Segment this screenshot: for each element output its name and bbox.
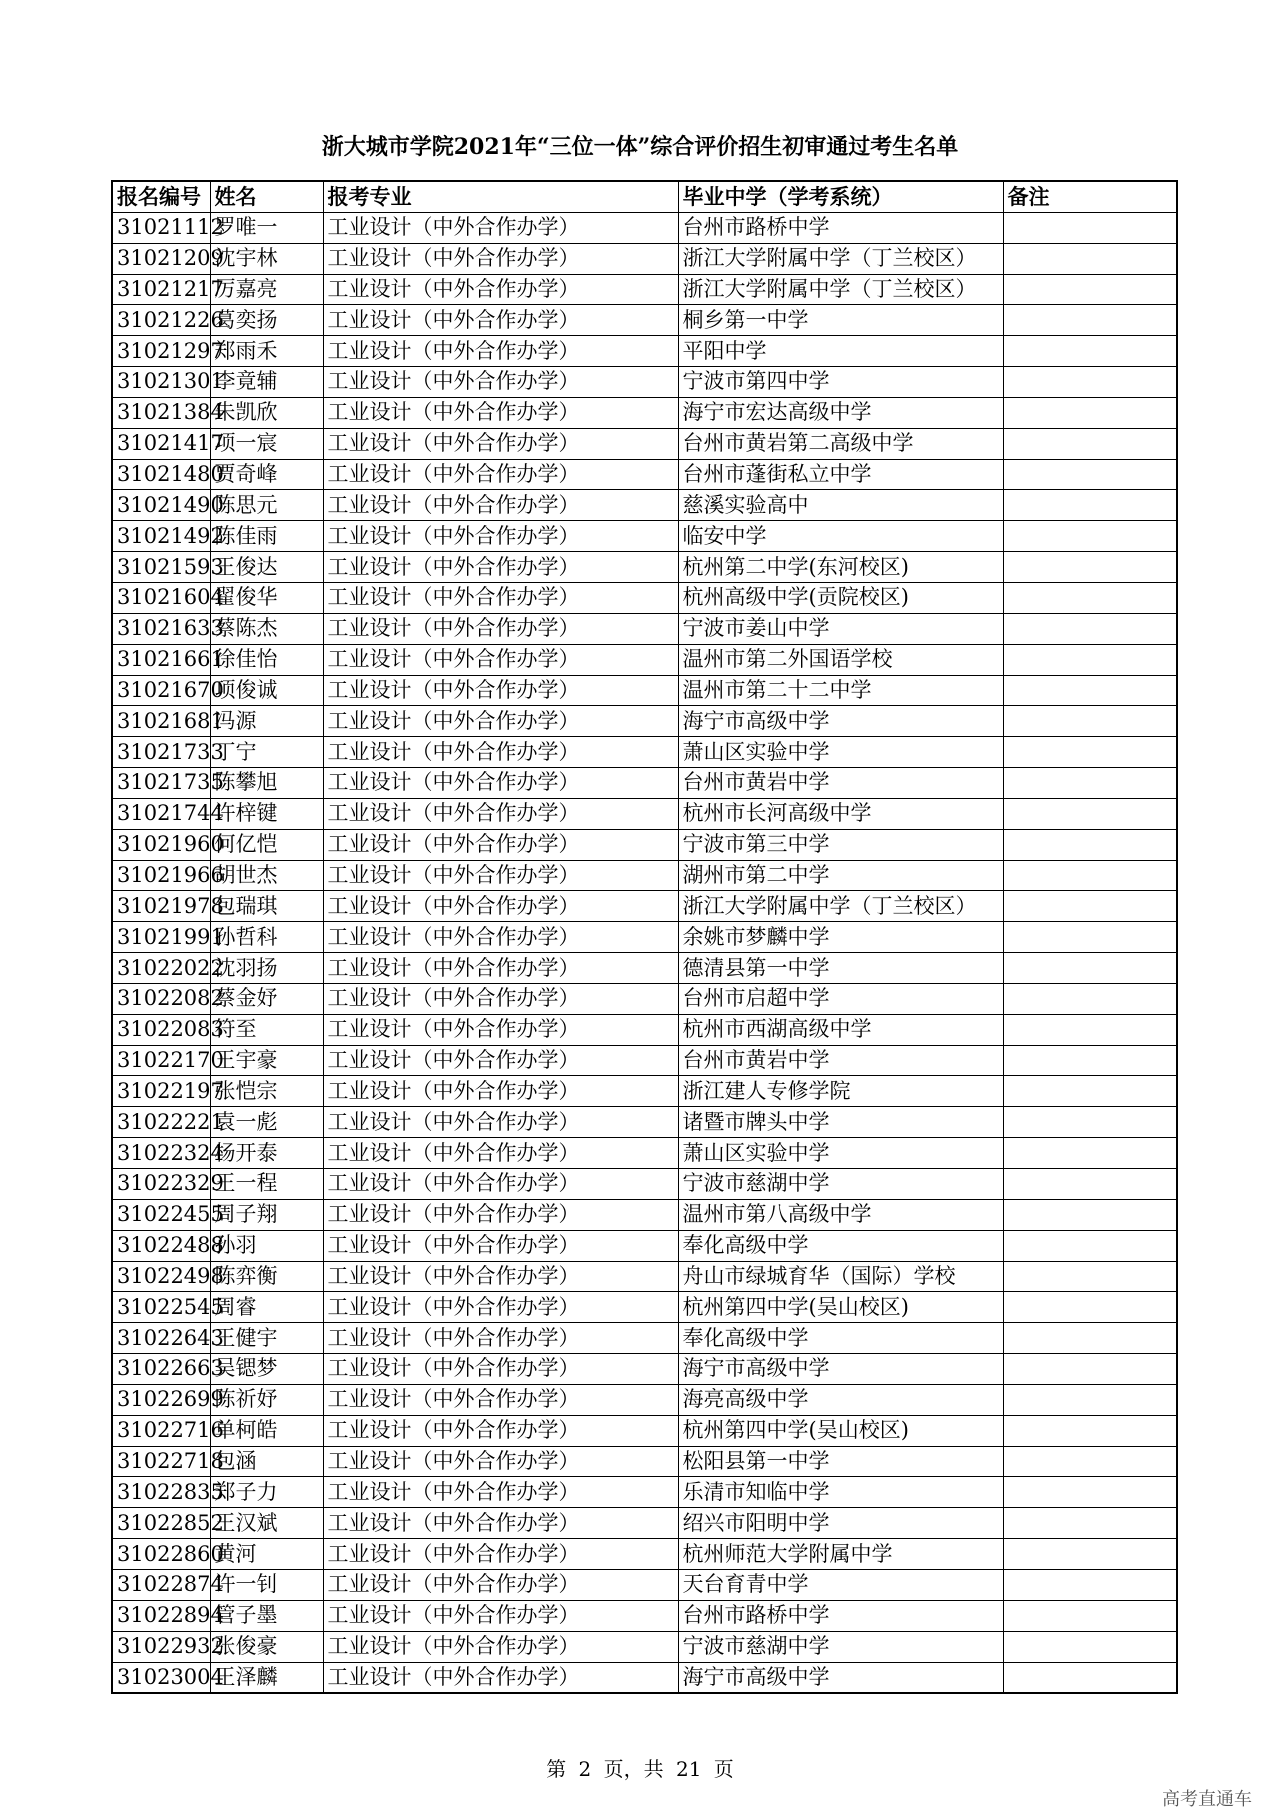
cell-remarks (1003, 768, 1177, 799)
cell-major: 工业设计（中外合作办学） (323, 922, 678, 953)
cell-name: 包瑞琪 (210, 891, 323, 922)
header-registration-id: 报名编号 (112, 181, 210, 212)
cell-major: 工业设计（中外合作办学） (323, 1169, 678, 1200)
cell-registration-id: 31022170 (112, 1045, 210, 1076)
cell-major: 工业设计（中外合作办学） (323, 459, 678, 490)
cell-registration-id: 31022860 (112, 1539, 210, 1570)
table-row (112, 582, 1177, 613)
cell-registration-id: 31022874 (112, 1569, 210, 1600)
cell-high-school: 奉化高级中学 (678, 1323, 1003, 1354)
table-row (112, 983, 1177, 1014)
cell-high-school: 湖州市第二中学 (678, 860, 1003, 891)
cell-name: 孙羽 (210, 1230, 323, 1261)
table-row (112, 274, 1177, 305)
cell-high-school: 杭州第四中学(吴山校区) (678, 1292, 1003, 1323)
cell-name: 单柯皓 (210, 1415, 323, 1446)
cell-name: 管子墨 (210, 1600, 323, 1631)
cell-high-school: 海宁市高级中学 (678, 1354, 1003, 1385)
cell-registration-id: 31021480 (112, 459, 210, 490)
cell-high-school: 天台育青中学 (678, 1569, 1003, 1600)
cell-registration-id: 31022699 (112, 1384, 210, 1415)
table-row (112, 428, 1177, 459)
cell-remarks (1003, 613, 1177, 644)
table-row (112, 1045, 1177, 1076)
cell-high-school: 温州市第八高级中学 (678, 1199, 1003, 1230)
cell-remarks (1003, 798, 1177, 829)
cell-registration-id: 31022835 (112, 1477, 210, 1508)
cell-high-school: 台州市启超中学 (678, 983, 1003, 1014)
cell-name: 葛奕扬 (210, 305, 323, 336)
cell-name: 何亿恺 (210, 829, 323, 860)
table-row (112, 1107, 1177, 1138)
cell-name: 徐佳怡 (210, 644, 323, 675)
cell-high-school: 海宁市高级中学 (678, 706, 1003, 737)
cell-high-school: 台州市路桥中学 (678, 1600, 1003, 1631)
cell-remarks (1003, 1600, 1177, 1631)
header-major: 报考专业 (323, 181, 678, 212)
cell-remarks (1003, 1539, 1177, 1570)
cell-remarks (1003, 1045, 1177, 1076)
cell-registration-id: 31022498 (112, 1261, 210, 1292)
cell-remarks (1003, 1662, 1177, 1693)
cell-name: 厉嘉亮 (210, 274, 323, 305)
cell-major: 工业设计（中外合作办学） (323, 706, 678, 737)
cell-registration-id: 31021297 (112, 336, 210, 367)
cell-name: 沈羽扬 (210, 953, 323, 984)
cell-remarks (1003, 1477, 1177, 1508)
cell-remarks (1003, 1508, 1177, 1539)
table-row (112, 1600, 1177, 1631)
table-row (112, 1261, 1177, 1292)
cell-remarks (1003, 459, 1177, 490)
cell-high-school: 台州市蓬街私立中学 (678, 459, 1003, 490)
cell-major: 工业设计（中外合作办学） (323, 428, 678, 459)
cell-high-school: 诸暨市牌头中学 (678, 1107, 1003, 1138)
cell-high-school: 余姚市梦麟中学 (678, 922, 1003, 953)
cell-remarks (1003, 706, 1177, 737)
cell-major: 工业设计（中外合作办学） (323, 1539, 678, 1570)
cell-remarks (1003, 367, 1177, 398)
cell-high-school: 杭州市西湖高级中学 (678, 1014, 1003, 1045)
table-row (112, 860, 1177, 891)
cell-remarks (1003, 1014, 1177, 1045)
table-header-row (112, 181, 1177, 212)
cell-remarks (1003, 1446, 1177, 1477)
cell-remarks (1003, 1107, 1177, 1138)
cell-major: 工业设计（中外合作办学） (323, 1631, 678, 1662)
document-title: 浙大城市学院2021年“三位一体”综合评价招生初审通过考生名单 (321, 134, 959, 160)
cell-name: 郑子力 (210, 1477, 323, 1508)
table-row (112, 1384, 1177, 1415)
cell-name: 陈祈妤 (210, 1384, 323, 1415)
table-row (112, 521, 1177, 552)
cell-remarks (1003, 1415, 1177, 1446)
cell-registration-id: 31022718 (112, 1446, 210, 1477)
cell-high-school: 浙江大学附属中学（丁兰校区） (678, 891, 1003, 922)
cell-registration-id: 31023004 (112, 1662, 210, 1693)
cell-high-school: 乐清市知临中学 (678, 1477, 1003, 1508)
cell-registration-id: 31021301 (112, 367, 210, 398)
cell-name: 许一钊 (210, 1569, 323, 1600)
header-remarks: 备注 (1003, 181, 1177, 212)
cell-high-school: 杭州师范大学附属中学 (678, 1539, 1003, 1570)
cell-registration-id: 31021661 (112, 644, 210, 675)
cell-name: 项俊诚 (210, 675, 323, 706)
table-row (112, 922, 1177, 953)
cell-name: 丁宁 (210, 737, 323, 768)
table-row (112, 1354, 1177, 1385)
header-high-school: 毕业中学（学考系统） (678, 181, 1003, 212)
cell-major: 工业设计（中外合作办学） (323, 798, 678, 829)
cell-high-school: 松阳县第一中学 (678, 1446, 1003, 1477)
cell-high-school: 海宁市宏达高级中学 (678, 397, 1003, 428)
cell-major: 工业设计（中外合作办学） (323, 1230, 678, 1261)
cell-high-school: 浙江大学附属中学（丁兰校区） (678, 243, 1003, 274)
cell-major: 工业设计（中外合作办学） (323, 675, 678, 706)
cell-major: 工业设计（中外合作办学） (323, 953, 678, 984)
cell-registration-id: 31022545 (112, 1292, 210, 1323)
cell-name: 沈宇林 (210, 243, 323, 274)
table-row (112, 798, 1177, 829)
table-row (112, 490, 1177, 521)
cell-registration-id: 31022932 (112, 1631, 210, 1662)
cell-name: 孙哲科 (210, 922, 323, 953)
cell-name: 吴锶梦 (210, 1354, 323, 1385)
cell-registration-id: 31022716 (112, 1415, 210, 1446)
cell-major: 工业设计（中外合作办学） (323, 1569, 678, 1600)
cell-high-school: 杭州市长河高级中学 (678, 798, 1003, 829)
page-footer: 第 2 页，共 21 页 (546, 1757, 734, 1781)
cell-registration-id: 31022455 (112, 1199, 210, 1230)
table-row (112, 1323, 1177, 1354)
cell-remarks (1003, 521, 1177, 552)
cell-registration-id: 31021966 (112, 860, 210, 891)
table-row (112, 336, 1177, 367)
cell-registration-id: 31021744 (112, 798, 210, 829)
cell-high-school: 杭州高级中学(贡院校区) (678, 582, 1003, 613)
cell-remarks (1003, 1569, 1177, 1600)
cell-high-school: 海宁市高级中学 (678, 1662, 1003, 1693)
cell-high-school: 德清县第一中学 (678, 953, 1003, 984)
table-row (112, 243, 1177, 274)
cell-registration-id: 31021384 (112, 397, 210, 428)
table-row (112, 1169, 1177, 1200)
cell-high-school: 温州市第二十二中学 (678, 675, 1003, 706)
table-row (112, 1014, 1177, 1045)
table-row (112, 1138, 1177, 1169)
cell-name: 王一程 (210, 1169, 323, 1200)
cell-remarks (1003, 1354, 1177, 1385)
table-row (112, 397, 1177, 428)
cell-registration-id: 31021226 (112, 305, 210, 336)
cell-remarks (1003, 274, 1177, 305)
cell-major: 工业设计（中外合作办学） (323, 305, 678, 336)
cell-registration-id: 31022852 (112, 1508, 210, 1539)
cell-name: 袁一彪 (210, 1107, 323, 1138)
cell-major: 工业设计（中外合作办学） (323, 1354, 678, 1385)
cell-registration-id: 31022083 (112, 1014, 210, 1045)
cell-high-school: 温州市第二外国语学校 (678, 644, 1003, 675)
cell-registration-id: 31021217 (112, 274, 210, 305)
cell-remarks (1003, 983, 1177, 1014)
cell-high-school: 宁波市第三中学 (678, 829, 1003, 860)
cell-remarks (1003, 1230, 1177, 1261)
cell-remarks (1003, 336, 1177, 367)
cell-remarks (1003, 737, 1177, 768)
cell-major: 工业设计（中外合作办学） (323, 1600, 678, 1631)
cell-major: 工业设计（中外合作办学） (323, 274, 678, 305)
cell-remarks (1003, 552, 1177, 583)
cell-major: 工业设计（中外合作办学） (323, 490, 678, 521)
cell-registration-id: 31022022 (112, 953, 210, 984)
cell-registration-id: 31022324 (112, 1138, 210, 1169)
watermark: 高考直通车 (1162, 1789, 1252, 1810)
table-row (112, 1415, 1177, 1446)
cell-remarks (1003, 1631, 1177, 1662)
table-row (112, 212, 1177, 243)
cell-remarks (1003, 644, 1177, 675)
cell-remarks (1003, 1384, 1177, 1415)
cell-remarks (1003, 1138, 1177, 1169)
cell-name: 李竟辅 (210, 367, 323, 398)
table-row (112, 1539, 1177, 1570)
table-row (112, 552, 1177, 583)
cell-major: 工业设计（中外合作办学） (323, 397, 678, 428)
cell-remarks (1003, 1261, 1177, 1292)
table-row (112, 829, 1177, 860)
cell-major: 工业设计（中外合作办学） (323, 1045, 678, 1076)
cell-high-school: 平阳中学 (678, 336, 1003, 367)
table-row (112, 1477, 1177, 1508)
cell-remarks (1003, 953, 1177, 984)
cell-remarks (1003, 675, 1177, 706)
cell-high-school: 桐乡第一中学 (678, 305, 1003, 336)
cell-name: 张恺宗 (210, 1076, 323, 1107)
cell-registration-id: 31022221 (112, 1107, 210, 1138)
cell-major: 工业设计（中外合作办学） (323, 1508, 678, 1539)
table-row (112, 675, 1177, 706)
cell-name: 冯源 (210, 706, 323, 737)
cell-registration-id: 31022488 (112, 1230, 210, 1261)
cell-major: 工业设计（中外合作办学） (323, 613, 678, 644)
cell-registration-id: 31021681 (112, 706, 210, 737)
cell-remarks (1003, 829, 1177, 860)
cell-major: 工业设计（中外合作办学） (323, 243, 678, 274)
cell-name: 郑雨禾 (210, 336, 323, 367)
cell-major: 工业设计（中外合作办学） (323, 737, 678, 768)
cell-remarks (1003, 243, 1177, 274)
cell-registration-id: 31022894 (112, 1600, 210, 1631)
cell-remarks (1003, 428, 1177, 459)
cell-major: 工业设计（中外合作办学） (323, 1446, 678, 1477)
cell-high-school: 舟山市绿城育华（国际）学校 (678, 1261, 1003, 1292)
cell-name: 王宇豪 (210, 1045, 323, 1076)
cell-name: 王泽麟 (210, 1662, 323, 1693)
table-row (112, 737, 1177, 768)
cell-registration-id: 31021112 (112, 212, 210, 243)
cell-registration-id: 31021991 (112, 922, 210, 953)
cell-registration-id: 31022329 (112, 1169, 210, 1200)
table-row (112, 706, 1177, 737)
table-body (112, 212, 1177, 1693)
cell-name: 王汉斌 (210, 1508, 323, 1539)
cell-remarks (1003, 582, 1177, 613)
cell-major: 工业设计（中外合作办学） (323, 582, 678, 613)
cell-major: 工业设计（中外合作办学） (323, 1199, 678, 1230)
table-row (112, 891, 1177, 922)
cell-name: 王俊达 (210, 552, 323, 583)
table-row (112, 1569, 1177, 1600)
cell-major: 工业设计（中外合作办学） (323, 983, 678, 1014)
cell-major: 工业设计（中外合作办学） (323, 1292, 678, 1323)
candidate-table (111, 180, 1178, 1694)
cell-high-school: 宁波市第四中学 (678, 367, 1003, 398)
cell-registration-id: 31021633 (112, 613, 210, 644)
table-row (112, 1662, 1177, 1693)
cell-major: 工业设计（中外合作办学） (323, 1323, 678, 1354)
cell-name: 符至 (210, 1014, 323, 1045)
table-row (112, 305, 1177, 336)
cell-name: 周睿 (210, 1292, 323, 1323)
cell-remarks (1003, 212, 1177, 243)
cell-major: 工业设计（中外合作办学） (323, 1076, 678, 1107)
table-row (112, 768, 1177, 799)
table-row (112, 459, 1177, 490)
cell-name: 胡世杰 (210, 860, 323, 891)
cell-registration-id: 31022663 (112, 1354, 210, 1385)
cell-remarks (1003, 860, 1177, 891)
cell-name: 罗唯一 (210, 212, 323, 243)
cell-high-school: 宁波市慈湖中学 (678, 1169, 1003, 1200)
cell-registration-id: 31021492 (112, 521, 210, 552)
cell-high-school: 浙江建人专修学院 (678, 1076, 1003, 1107)
cell-major: 工业设计（中外合作办学） (323, 768, 678, 799)
cell-high-school: 临安中学 (678, 521, 1003, 552)
cell-remarks (1003, 891, 1177, 922)
cell-high-school: 奉化高级中学 (678, 1230, 1003, 1261)
cell-registration-id: 31021604 (112, 582, 210, 613)
cell-major: 工业设计（中外合作办学） (323, 552, 678, 583)
table-row (112, 1199, 1177, 1230)
cell-name: 陈攀旭 (210, 768, 323, 799)
cell-registration-id: 31022643 (112, 1323, 210, 1354)
cell-registration-id: 31021417 (112, 428, 210, 459)
cell-major: 工业设计（中外合作办学） (323, 829, 678, 860)
cell-name: 项一宸 (210, 428, 323, 459)
cell-name: 王健宇 (210, 1323, 323, 1354)
cell-high-school: 浙江大学附属中学（丁兰校区） (678, 274, 1003, 305)
cell-name: 蔡金妤 (210, 983, 323, 1014)
cell-registration-id: 31022197 (112, 1076, 210, 1107)
cell-major: 工业设计（中外合作办学） (323, 212, 678, 243)
cell-high-school: 萧山区实验中学 (678, 737, 1003, 768)
cell-high-school: 绍兴市阳明中学 (678, 1508, 1003, 1539)
cell-high-school: 宁波市姜山中学 (678, 613, 1003, 644)
cell-registration-id: 31021490 (112, 490, 210, 521)
cell-high-school: 慈溪实验高中 (678, 490, 1003, 521)
cell-name: 翟俊华 (210, 582, 323, 613)
cell-major: 工业设计（中外合作办学） (323, 1384, 678, 1415)
cell-name: 杨开泰 (210, 1138, 323, 1169)
cell-name: 陈思元 (210, 490, 323, 521)
cell-name: 周子翔 (210, 1199, 323, 1230)
table-row (112, 644, 1177, 675)
cell-name: 黄河 (210, 1539, 323, 1570)
cell-name: 许梓键 (210, 798, 323, 829)
table-row (112, 613, 1177, 644)
cell-major: 工业设计（中外合作办学） (323, 1662, 678, 1693)
cell-registration-id: 31021733 (112, 737, 210, 768)
cell-name: 陈弈衡 (210, 1261, 323, 1292)
cell-high-school: 杭州第二中学(东河校区) (678, 552, 1003, 583)
cell-major: 工业设计（中外合作办学） (323, 521, 678, 552)
cell-name: 包涵 (210, 1446, 323, 1477)
cell-high-school: 台州市黄岩第二高级中学 (678, 428, 1003, 459)
cell-registration-id: 31021593 (112, 552, 210, 583)
cell-major: 工业设计（中外合作办学） (323, 1014, 678, 1045)
cell-name: 陈佳雨 (210, 521, 323, 552)
cell-name: 蔡陈杰 (210, 613, 323, 644)
cell-high-school: 海亮高级中学 (678, 1384, 1003, 1415)
table-row (112, 1230, 1177, 1261)
cell-remarks (1003, 1076, 1177, 1107)
cell-remarks (1003, 305, 1177, 336)
cell-major: 工业设计（中外合作办学） (323, 367, 678, 398)
cell-registration-id: 31021670 (112, 675, 210, 706)
cell-high-school: 杭州第四中学(吴山校区) (678, 1415, 1003, 1446)
cell-high-school: 台州市黄岩中学 (678, 768, 1003, 799)
cell-major: 工业设计（中外合作办学） (323, 860, 678, 891)
cell-major: 工业设计（中外合作办学） (323, 1415, 678, 1446)
cell-remarks (1003, 1292, 1177, 1323)
cell-remarks (1003, 1169, 1177, 1200)
cell-remarks (1003, 490, 1177, 521)
cell-registration-id: 31021978 (112, 891, 210, 922)
table-row (112, 1292, 1177, 1323)
cell-remarks (1003, 922, 1177, 953)
cell-name: 朱凯欣 (210, 397, 323, 428)
cell-name: 张俊豪 (210, 1631, 323, 1662)
cell-major: 工业设计（中外合作办学） (323, 1261, 678, 1292)
cell-remarks (1003, 1323, 1177, 1354)
cell-remarks (1003, 397, 1177, 428)
cell-major: 工业设计（中外合作办学） (323, 336, 678, 367)
cell-high-school: 台州市路桥中学 (678, 212, 1003, 243)
cell-remarks (1003, 1199, 1177, 1230)
cell-high-school: 台州市黄岩中学 (678, 1045, 1003, 1076)
cell-high-school: 宁波市慈湖中学 (678, 1631, 1003, 1662)
cell-name: 贾奇峰 (210, 459, 323, 490)
table-row (112, 367, 1177, 398)
cell-registration-id: 31021209 (112, 243, 210, 274)
cell-registration-id: 31021960 (112, 829, 210, 860)
cell-major: 工业设计（中外合作办学） (323, 1477, 678, 1508)
table-row (112, 1076, 1177, 1107)
table-row (112, 1446, 1177, 1477)
cell-major: 工业设计（中外合作办学） (323, 644, 678, 675)
cell-registration-id: 31021735 (112, 768, 210, 799)
cell-major: 工业设计（中外合作办学） (323, 1138, 678, 1169)
table-row (112, 953, 1177, 984)
cell-high-school: 萧山区实验中学 (678, 1138, 1003, 1169)
cell-major: 工业设计（中外合作办学） (323, 1107, 678, 1138)
table-row (112, 1508, 1177, 1539)
cell-major: 工业设计（中外合作办学） (323, 891, 678, 922)
cell-registration-id: 31022082 (112, 983, 210, 1014)
table-row (112, 1631, 1177, 1662)
header-name: 姓名 (210, 181, 323, 212)
